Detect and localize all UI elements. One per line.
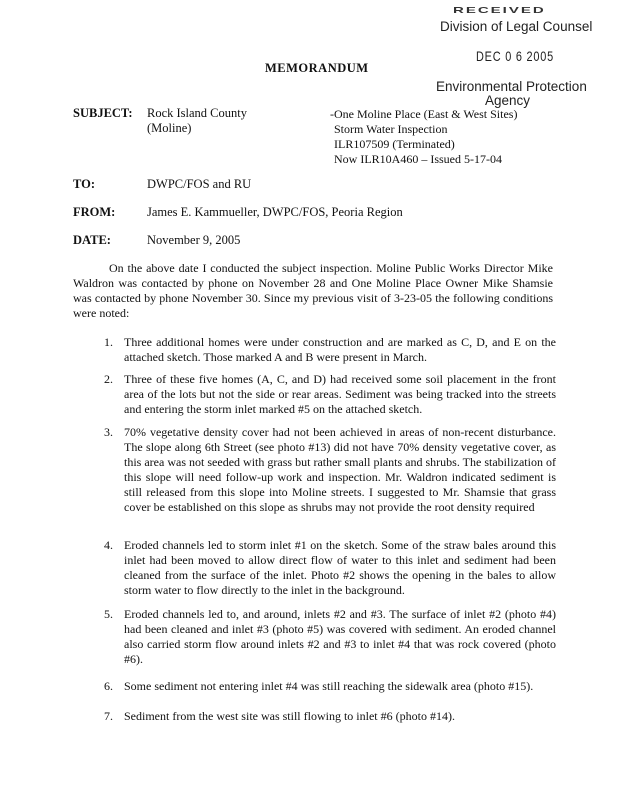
to-label: TO:: [73, 177, 95, 191]
item-text: Eroded channels led to storm inlet #1 on the sketch. Some of the straw bales around this inlet had been moved to allow direct flow of water to this inlet and sediment had been cleaned from the surface of the inlet. Photo #2 shows the opening in the bales to allow storm water to flow directly to the inlet in the background.: [124, 538, 556, 597]
subject-county: Rock Island County: [147, 106, 247, 120]
from-value: James E. Kammueller, DWPC/FOS, Peoria Region: [147, 205, 403, 219]
item-text: Sediment from the west site was still flowing to inlet #6 (photo #14).: [124, 709, 455, 723]
stamp-agency-line2: Agency: [485, 93, 531, 108]
to-value: DWPC/FOS and RU: [147, 177, 252, 191]
item-text: Some sediment not entering inlet #4 was still reaching the sidewalk area (photo #15).: [124, 679, 534, 693]
item-number: 4.: [104, 538, 113, 552]
item-text: Three of these five homes (A, C, and D) had received some soil placement in the front area of the lots but not the side or rear areas. Sediment was being tracked into the streets and entering the storm inlet marked #5 on the attached sketch.: [124, 372, 556, 416]
item-number: 2.: [104, 372, 113, 386]
subject-detail: Now ILR10A460 – Issued 5-17-04: [334, 152, 502, 166]
subject-label: SUBJECT:: [73, 106, 133, 120]
stamp-date: DEC 0 6 2005: [476, 48, 554, 64]
item-text: Three additional homes were under construction and are marked as C, D, and E on the attached sketch. Those marked A and B were present in March.: [124, 335, 556, 364]
subject-detail: ILR107509 (Terminated): [334, 137, 455, 151]
stamp-division: Division of Legal Counsel: [440, 19, 593, 34]
item-number: 5.: [104, 607, 113, 621]
subject-detail: Storm Water Inspection: [334, 122, 448, 136]
item-number: 1.: [104, 335, 113, 349]
subject-city: (Moline): [147, 121, 192, 135]
memo-title: MEMORANDUM: [265, 61, 369, 75]
item-number: 3.: [104, 425, 113, 439]
date-value: November 9, 2005: [147, 233, 241, 247]
from-label: FROM:: [73, 205, 116, 219]
intro-paragraph: On the above date I conducted the subject inspection. Moline Public Works Director Mike Waldron was contacted by phone on November 28 and One Moline Place Owner Mike Shamsie was contacted by phone November 30. Since my previous visit of 3-23-05 the following conditions were noted:: [73, 261, 553, 320]
item-number: 6.: [104, 679, 113, 693]
date-label: DATE:: [73, 233, 111, 247]
subject-detail: -One Moline Place (East & West Sites): [330, 107, 518, 121]
stamp-agency-line1: Environmental Protection: [436, 79, 587, 94]
item-text: 70% vegetative density cover had not been achieved in areas of non-recent disturbance. The slope along 6th Street (see photo #13) did not have 70% density vegetative cover, as this area was not seeded with grass but rather small plants and shrubs. The stabilization of this slope will need follow-up work and inspection. Mr. Waldron indicated sediment is still released from this slope into Moline streets. I suggested to Mr. Shamsie that grass cover be established on this slope as shrubs may not provide the root density required: [124, 425, 556, 514]
item-number: 7.: [104, 709, 113, 723]
item-text: Eroded channels led to, and around, inlets #2 and #3. The surface of inlet #2 (photo #4) had been cleaned and inlet #3 (photo #5) was covered with sediment. An eroded channel also carried storm flow around inlets #2 and #3 to inlet #4 that was rock covered (photo #6).: [124, 607, 556, 666]
received-stamp: RECEIVED: [453, 6, 546, 16]
